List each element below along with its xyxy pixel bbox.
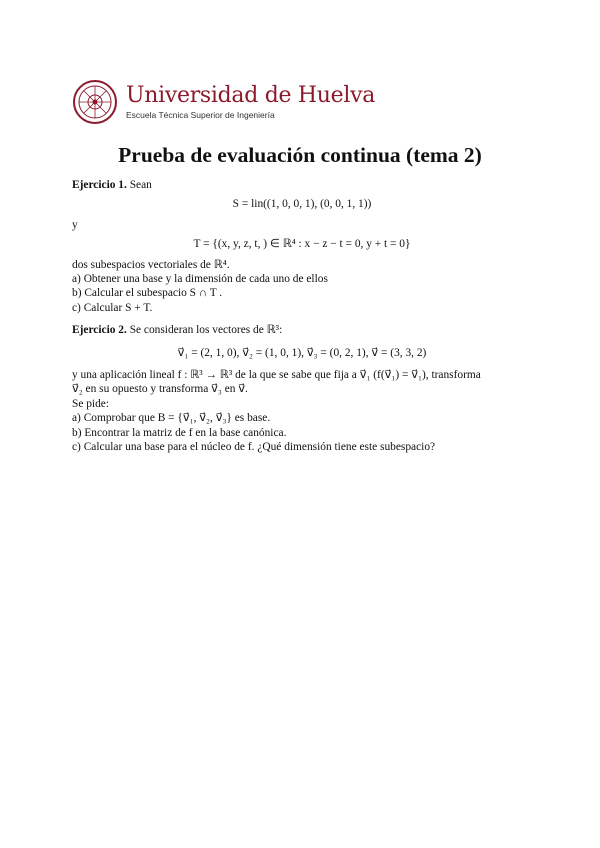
- exercise-2-part-a: a) Comprobar que B = {v⃗₁, v⃗₂, v⃗₃} es base.: [72, 412, 271, 425]
- university-seal-icon: [72, 79, 118, 125]
- exercise-content: [72, 178, 532, 455]
- exercise-2-statement-line-2: v⃗₂ en su opuesto y transforma v⃗₃ en v⃗.: [72, 383, 248, 396]
- exercise-1-part-a: a) Obtener una base y la dimensión de cada uno de ellos: [72, 273, 328, 286]
- connector-y: y: [72, 218, 78, 231]
- page-title: Prueba de evaluación continua (tema 2): [118, 143, 482, 167]
- university-header: [72, 78, 375, 126]
- exercise-2-label: Ejercicio 2.: [72, 324, 127, 337]
- exercise-2-intro: Se consideran los vectores de ℝ³:: [129, 324, 283, 337]
- exercise-2-ask: Se pide:: [72, 397, 110, 410]
- exercise-1-part-c: c) Calcular S + T.: [72, 301, 153, 314]
- exercise-1-label: Ejercicio 1.: [72, 179, 127, 191]
- exercise-2-part-c: c) Calcular una base para el núcleo de f. ¿Qué dimensión tiene este subespacio?: [72, 441, 436, 454]
- formula-t: T = {(x, y, z, t, ) ∈ ℝ⁴ : x − z − t = 0, y + t = 0}: [193, 238, 411, 251]
- exercise-2-heading: [72, 323, 532, 337]
- exercise-1-heading: [72, 178, 532, 192]
- exercise-1-part-b: b) Calcular el subespacio S ∩ T .: [72, 287, 223, 300]
- formula-vectors: v⃗₁ = (2, 1, 0), v⃗₂ = (1, 0, 1), v⃗₃ = (0, 2, 1), v⃗ = (3, 3, 2): [177, 346, 427, 359]
- formula-s: S = lin((1, 0, 0, 1), (0, 0, 1, 1)): [232, 198, 372, 211]
- exercise-2-statement-line-1: y una aplicación lineal f : ℝ³ → ℝ³ de la que se sabe que fija a v⃗₁ (f(v⃗₁) = v⃗₁), transforma: [72, 369, 481, 382]
- school-name: Escuela Técnica Superior de Ingeniería: [126, 109, 275, 120]
- exercise-2-part-b: b) Encontrar la matriz de f en la base canónica.: [72, 426, 287, 439]
- exercise-1-description: dos subespacios vectoriales de ℝ⁴.: [72, 258, 230, 271]
- exercise-1-intro: Sean: [129, 179, 152, 191]
- university-name: Universidad de Huelva: [126, 82, 376, 108]
